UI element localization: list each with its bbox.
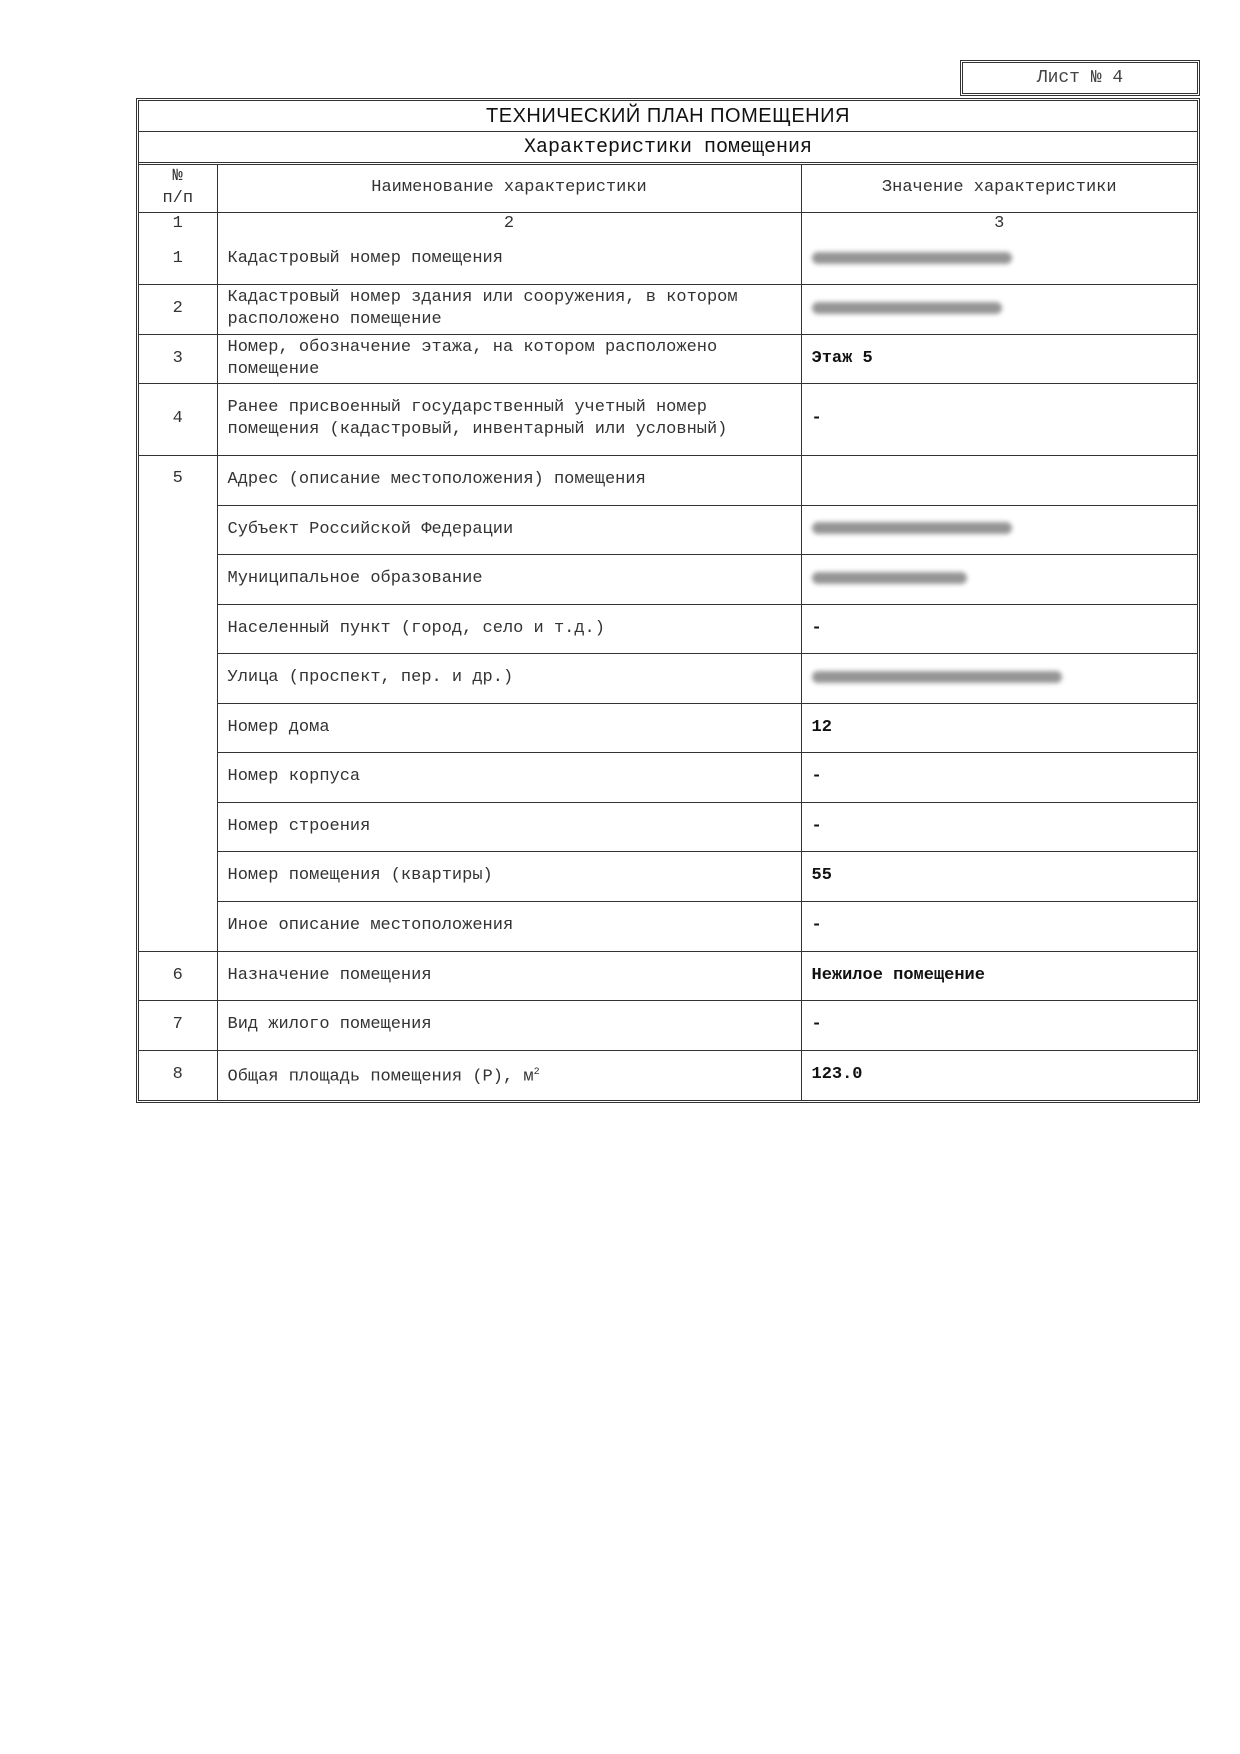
sheet-number-box <box>960 60 1200 96</box>
characteristic-name-text: Вид жилого помещения <box>227 1015 432 1034</box>
header-number <box>139 165 217 212</box>
table-row <box>139 851 1197 901</box>
header-number-line2: п/п <box>162 189 194 209</box>
row-number: 8 <box>139 1050 217 1100</box>
characteristic-value-text: - <box>811 916 822 935</box>
characteristic-name-text: Субъект Российской Федерации <box>227 519 514 539</box>
table-row <box>139 752 1197 802</box>
document-title: ТЕХНИЧЕСКИЙ ПЛАН ПОМЕЩЕНИЯ <box>139 101 1197 132</box>
table-row <box>139 951 1197 1000</box>
characteristic-name <box>217 752 801 802</box>
characteristic-name-text: Кадастровый номер здания или сооружения, в котором расположено помещение <box>227 288 738 329</box>
characteristic-name <box>217 703 801 752</box>
table-row <box>139 653 1197 703</box>
characteristic-name-text: Адрес (описание местоположения) помещения <box>227 470 646 489</box>
characteristic-name-text: Кадастровый номер помещения <box>227 249 503 269</box>
characteristic-value-text: - <box>811 767 822 786</box>
characteristic-value <box>801 284 1197 334</box>
characteristic-name-text: Улица (проспект, пер. и др.) <box>227 668 514 687</box>
characteristic-name-text: Иное описание местоположения <box>227 916 514 935</box>
characteristic-value <box>801 752 1197 802</box>
row-number: 2 <box>139 284 217 334</box>
row-number: 1 <box>139 235 217 284</box>
unit-superscript: 2 <box>533 1066 540 1078</box>
table-row <box>139 455 1197 505</box>
characteristic-name-text: Номер помещения (квартиры) <box>227 866 493 885</box>
characteristic-name-text: Номер строения <box>227 816 371 836</box>
characteristic-value <box>801 851 1197 901</box>
characteristic-name <box>217 653 801 703</box>
characteristic-name-text: Муниципальное образование <box>227 569 483 588</box>
table-row <box>139 235 1197 284</box>
characteristic-value <box>801 653 1197 703</box>
characteristic-value <box>801 1000 1197 1050</box>
column-number-row <box>139 212 1197 235</box>
header-number-line1: № <box>172 167 183 187</box>
table-row <box>139 554 1197 604</box>
characteristic-name-text: Ранее присвоенный государственный учетный номер помещения (кадастровый, инвентарный или условный) <box>227 398 728 439</box>
characteristic-value <box>801 334 1197 383</box>
table-row <box>139 1050 1197 1100</box>
table-row <box>139 383 1197 455</box>
characteristic-name <box>217 284 801 334</box>
table-row <box>139 703 1197 752</box>
characteristic-name <box>217 1050 801 1100</box>
row-number: 4 <box>139 383 217 455</box>
characteristic-value <box>801 455 1197 505</box>
characteristic-value <box>801 383 1197 455</box>
row-number: 5 <box>139 455 217 951</box>
characteristic-name-text: Номер корпуса <box>227 767 361 786</box>
characteristic-name <box>217 334 801 383</box>
characteristics-frame <box>136 98 1200 1103</box>
characteristic-name <box>217 851 801 901</box>
header-name: Наименование характеристики <box>217 165 801 212</box>
characteristic-value <box>801 901 1197 951</box>
characteristic-name-text: Назначение помещения <box>227 965 432 985</box>
characteristic-name <box>217 802 801 851</box>
table-row <box>139 901 1197 951</box>
redacted-value <box>812 572 967 584</box>
table-header-row <box>139 165 1197 212</box>
characteristic-name <box>217 1000 801 1050</box>
row-number: 3 <box>139 334 217 383</box>
characteristic-value-text: - <box>811 1015 822 1034</box>
row-number: 6 <box>139 951 217 1000</box>
table-row <box>139 505 1197 554</box>
table-row <box>139 604 1197 653</box>
characteristic-value-text: 12 <box>811 717 832 737</box>
redacted-value <box>812 252 1012 264</box>
section-title: Характеристики помещения <box>139 132 1197 165</box>
column-number-2: 2 <box>217 212 801 235</box>
characteristic-value-text: - <box>811 816 822 836</box>
characteristic-name <box>217 455 801 505</box>
characteristic-name-text: Общая площадь помещения (Р), м <box>227 1067 534 1087</box>
header-value: Значение характеристики <box>801 165 1197 212</box>
characteristic-value <box>801 235 1197 284</box>
characteristic-name-text: Населенный пункт (город, село и т.д.) <box>227 618 605 638</box>
characteristic-name <box>217 901 801 951</box>
redacted-value <box>812 671 1062 683</box>
characteristic-value-text: Нежилое помещение <box>811 965 985 985</box>
characteristic-name <box>217 383 801 455</box>
characteristic-value-text: 123.0 <box>811 1065 863 1085</box>
redacted-value <box>812 522 1012 534</box>
characteristic-value-text: Этаж 5 <box>811 348 873 368</box>
table-row <box>139 334 1197 383</box>
column-number-1: 1 <box>139 212 217 235</box>
table-row <box>139 802 1197 851</box>
characteristic-name-text: Номер, обозначение этажа, на котором расположено помещение <box>227 337 718 379</box>
characteristic-value <box>801 505 1197 554</box>
table-row <box>139 1000 1197 1050</box>
characteristic-value <box>801 802 1197 851</box>
row-number: 7 <box>139 1000 217 1050</box>
characteristic-value <box>801 951 1197 1000</box>
characteristic-value-text: - <box>811 409 822 428</box>
characteristic-name <box>217 235 801 284</box>
characteristic-name-text: Номер дома <box>227 717 330 737</box>
characteristic-value <box>801 1050 1197 1100</box>
characteristics-table <box>139 165 1197 1100</box>
characteristic-name <box>217 554 801 604</box>
redacted-value <box>812 302 1002 314</box>
characteristic-value-text: 55 <box>811 866 832 885</box>
characteristic-value <box>801 703 1197 752</box>
table-row <box>139 284 1197 334</box>
characteristic-value-text: - <box>811 618 822 638</box>
characteristic-name <box>217 604 801 653</box>
characteristic-value <box>801 554 1197 604</box>
characteristic-value <box>801 604 1197 653</box>
column-number-3: 3 <box>801 212 1197 235</box>
characteristic-name <box>217 505 801 554</box>
sheet-number-label: Лист № 4 <box>1036 68 1124 88</box>
characteristic-name <box>217 951 801 1000</box>
